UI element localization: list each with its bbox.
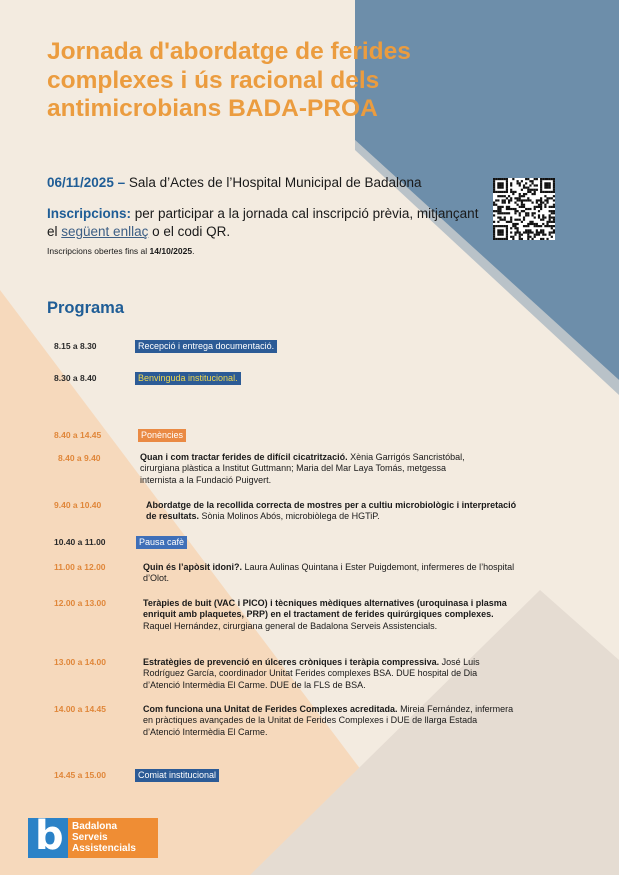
program-pill: Recepció i entrega documentació. [135, 340, 277, 353]
program-pill: Ponències [138, 429, 186, 442]
program-time: 8.15 a 8.30 [54, 341, 97, 351]
deadline-prefix: Inscripcions obertes fins al [47, 246, 150, 256]
program-time: 10.40 a 11.00 [54, 537, 106, 547]
program-time: 8.40 a 9.40 [58, 453, 101, 463]
registration-label: Inscripcions: [47, 206, 132, 221]
program-session [140, 452, 480, 486]
program-pill: Pausa cafè [136, 536, 187, 549]
session-speakers: Sònia Molinos Abós, microbiòlega de HGTiP. [199, 511, 380, 522]
deadline-date: 14/10/2025 [149, 246, 193, 256]
session-title: Quin és l’apòsit idoni?. [143, 562, 243, 572]
program-pill: Comiat institucional [135, 769, 219, 782]
registration-link[interactable]: següent enllaç [61, 224, 149, 239]
session-speakers: Xènia Garrigós Sancristóbal, cirurgiana plàstica a Institut Guttmann; Maria del Mar Laya Tomás, metgessa internista a la Fundació Puigvert. [140, 452, 465, 485]
session-title: Estratègies de prevenció en úlceres cròniques i teràpia compressiva. [143, 657, 440, 667]
logo-wordmark [68, 818, 158, 858]
program-session [143, 704, 515, 738]
session-title: Abordatge de la recollida correcta de mostres per a cultiu microbiològic i interpretació de resultats. [146, 500, 517, 522]
session-title: Com funciona una Unitat de Ferides Complexes acreditada. [143, 704, 398, 714]
program-time: 11.00 a 12.00 [54, 562, 106, 572]
logo-line: Assistencials [72, 843, 136, 854]
deadline-suffix: . [192, 246, 195, 256]
program-session [143, 657, 513, 691]
event-date: 06/11/2025 – [47, 175, 126, 190]
program-heading: Programa [47, 299, 125, 317]
registration-text-after: o el codi QR. [148, 224, 231, 239]
program-pill: Benvinguda institucional. [135, 372, 241, 385]
session-speakers: José Luis Rodríguez García, coordinador Unitat Ferides complexes BSA. DUE hospital de Dia d’Atenció Intermèdia El Carme. DUE de la FLS de BSA. [143, 657, 480, 690]
qr-code[interactable] [493, 178, 555, 240]
program-time: 14.00 a 14.45 [54, 704, 106, 714]
registration-deadline [47, 246, 194, 256]
registration-info [47, 205, 487, 241]
program-time: 12.00 a 13.00 [54, 598, 106, 608]
logo-line: Serveis [72, 832, 108, 843]
session-title: Teràpies de buit (VAC i PICO) i tècniques mèdiques alternatives (uroquinasa i plasma enriquit amb plaquetes, PRP) en el tractament de ferides quirúrgiques complexes. [143, 598, 507, 620]
event-dateline [47, 175, 422, 190]
session-speakers: Mireia Fernández, infermera en pràctiques avançades de la Unitat de Ferides Complexes i DUE de llarga Estada d’Atenció Intermèdia El Carme. [143, 704, 514, 737]
program-time: 8.30 a 8.40 [54, 373, 97, 383]
logo-line: Badalona [72, 821, 118, 832]
session-speakers: Raquel Hernández, cirurgiana general de Badalona Serveis Assistencials. [143, 620, 438, 631]
program-session [143, 598, 513, 632]
program-time: 8.40 a 14.45 [54, 430, 102, 440]
session-speakers: Laura Aulinas Quintana i Ester Puigdemont, infermeres de l’hospital d’Olot. [143, 562, 515, 584]
program-time: 14.45 a 15.00 [54, 770, 106, 780]
session-title: Quan i com tractar ferides de difícil cicatrització. [140, 452, 348, 462]
registration-text-before: per participar a la jornada cal inscripció prèvia, mitjançant el [47, 206, 479, 239]
logo-mark-letter: b [35, 813, 64, 859]
program-session [143, 562, 538, 585]
logo-mark [28, 813, 68, 859]
program-time: 9.40 a 10.40 [54, 500, 102, 510]
program-time: 13.00 a 14.00 [54, 657, 106, 667]
page-title: Jornada d'abordatge de ferides complexes i ús racional dels antimicrobians BADA-PROA [47, 38, 411, 122]
event-venue: Sala d’Actes de l’Hospital Municipal de Badalona [125, 175, 422, 190]
program-session [146, 500, 526, 523]
brand-logo [28, 813, 158, 859]
